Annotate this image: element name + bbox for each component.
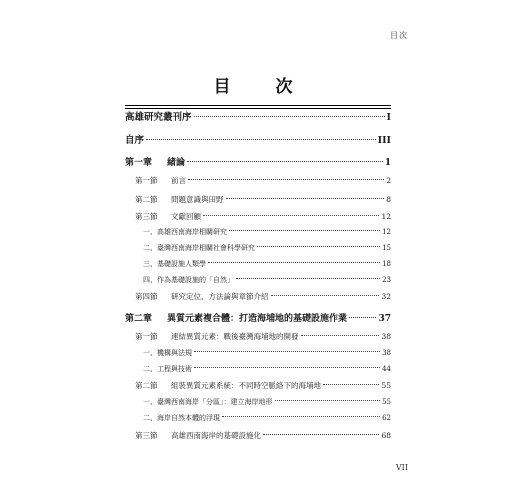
toc-entry-label: 二、臺灣西南海岸相關社會科學研究	[143, 244, 255, 252]
dot-leader	[194, 116, 385, 117]
toc-entry-label: 文獻回顧	[171, 212, 201, 221]
dot-leader	[187, 161, 383, 162]
dot-leader	[188, 179, 384, 180]
toc-entry-page: 68	[381, 431, 391, 440]
toc-entry-label: 研究定位、方法論與章節介紹	[171, 292, 269, 301]
dot-leader	[229, 230, 380, 231]
toc-subsection[interactable]	[125, 364, 391, 374]
page-number: VII	[395, 463, 408, 472]
dot-leader	[203, 215, 379, 216]
toc-entry-label: 異質元素複合體：打造海埔地的基礎設施作業	[167, 314, 348, 324]
toc-entry-page: I	[386, 112, 391, 123]
section-number: 第三節	[135, 431, 158, 440]
toc-entry-page: 8	[386, 195, 391, 204]
toc-entry-page: 38	[381, 332, 391, 341]
toc-entry-label: 二、工程與技術	[143, 365, 192, 373]
running-head: 目次	[390, 31, 408, 40]
dot-leader	[236, 278, 380, 279]
toc-entry-label: 一、高雄西南海岸相關研究	[143, 228, 227, 236]
toc-entry-page: 55	[382, 398, 391, 406]
toc-section[interactable]	[125, 175, 391, 186]
toc-entry-page: 55	[381, 381, 391, 390]
section-number: 第一節	[135, 332, 158, 341]
toc-subsection[interactable]	[125, 413, 391, 423]
dot-leader	[146, 139, 376, 140]
toc-entry-page: 18	[382, 260, 391, 268]
toc-entry-page: 12	[382, 228, 391, 236]
toc-entry-page: 62	[382, 414, 391, 422]
dot-leader	[257, 246, 380, 247]
toc-entry-label: 緒論	[167, 158, 186, 168]
toc-entry-label: 一、機構與法規	[143, 349, 192, 357]
toc-section[interactable]	[125, 430, 391, 441]
toc-entry-label: 自序	[125, 135, 145, 146]
toc-entry-page: 2	[386, 176, 391, 185]
toc-entry-label: 問題意識與田野	[171, 195, 224, 204]
section-number: 第二節	[135, 381, 158, 390]
toc-entry-label: 四、作為基礎設施的「自然」	[143, 276, 234, 284]
toc-entry-label: 三、基礎設施人類學	[143, 260, 206, 268]
dot-leader	[263, 434, 379, 435]
dot-leader	[323, 384, 379, 385]
toc-subsection[interactable]	[125, 259, 391, 269]
toc-section[interactable]	[125, 380, 391, 391]
dot-leader	[349, 317, 376, 318]
toc-subsection[interactable]	[125, 348, 391, 358]
chapter-number: 第一章	[125, 158, 153, 168]
toc-chapter[interactable]	[125, 311, 391, 324]
toc-section[interactable]	[125, 331, 391, 342]
toc-section[interactable]	[125, 211, 391, 222]
toc-entry-label: 組裝異質元素系統：不同時空脈絡下的海埔地	[171, 381, 321, 390]
toc-entry-label: 一、臺灣西南海岸「分區」：建立海岸地形	[143, 398, 273, 406]
toc-subsection[interactable]	[125, 227, 391, 237]
dot-leader	[271, 295, 380, 296]
section-number: 第三節	[135, 212, 158, 221]
toc-entry[interactable]	[125, 109, 391, 123]
dot-leader	[275, 400, 381, 401]
dot-leader	[226, 198, 385, 199]
dot-leader	[222, 416, 380, 417]
section-number: 第一節	[135, 176, 158, 185]
dot-leader	[194, 367, 380, 368]
toc-entry-page: 38	[382, 349, 391, 357]
toc-entry-label: 前言	[171, 176, 186, 185]
toc-entry-page: 15	[382, 244, 391, 252]
toc-subsection[interactable]	[125, 397, 391, 407]
toc-entry-label: 高雄西南海岸的基礎設施化	[171, 431, 261, 440]
toc-subsection[interactable]	[125, 275, 391, 285]
dot-leader	[301, 335, 380, 336]
toc-entry-page: 37	[378, 314, 391, 324]
chapter-number: 第二章	[125, 314, 153, 324]
toc-section[interactable]	[125, 194, 391, 205]
toc-chapter[interactable]	[125, 155, 391, 168]
toc-entry-page: 23	[382, 276, 391, 284]
toc-section[interactable]	[125, 291, 391, 302]
toc-entry-page: III	[377, 135, 391, 146]
toc-entry-page: 32	[381, 292, 391, 301]
section-number: 第四節	[135, 292, 158, 301]
title-rule-thick	[125, 105, 391, 106]
toc-entry-page: 12	[381, 212, 391, 221]
toc-entry-label: 二、海岸自然本體的浮現	[143, 414, 220, 422]
section-number: 第二節	[135, 195, 158, 204]
toc-entry-page: 1	[384, 158, 391, 168]
dot-leader	[194, 351, 380, 352]
toc-entry-page: 44	[382, 365, 391, 373]
toc-entry-label: 高雄研究叢刊序	[125, 112, 192, 123]
page-title: 目 次	[213, 77, 307, 97]
toc-entry-label: 連結異質元素：戰後臺灣海埔地的開發	[171, 332, 299, 341]
toc-subsection[interactable]	[125, 243, 391, 253]
toc-entry[interactable]	[125, 132, 391, 146]
dot-leader	[208, 262, 380, 263]
